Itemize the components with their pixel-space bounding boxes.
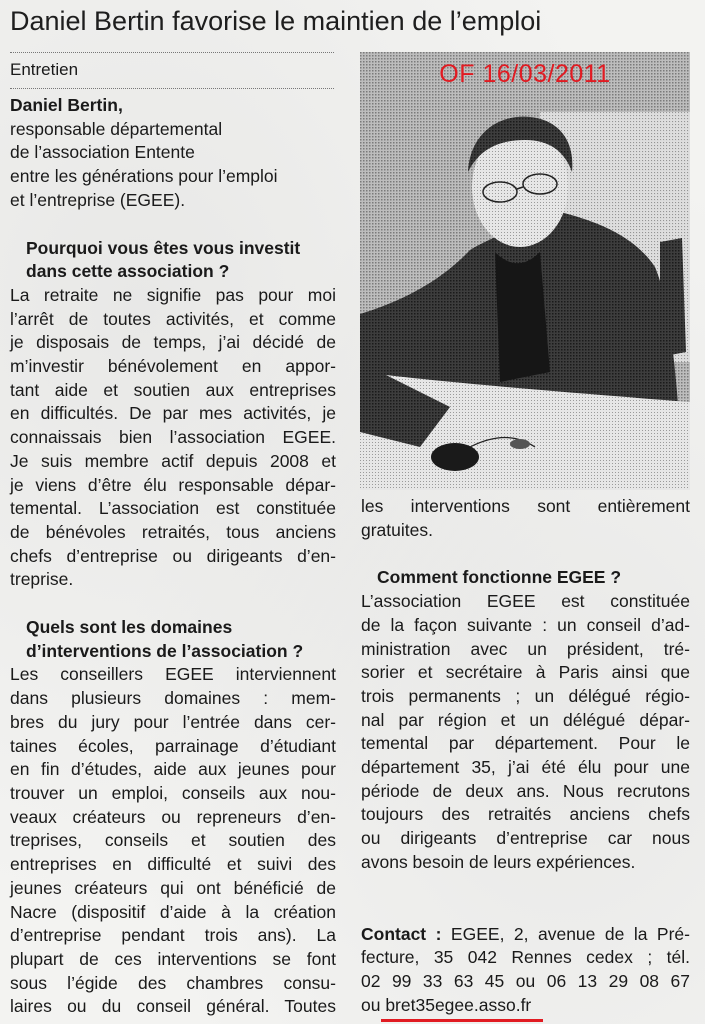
answer-line: m’investir bénévolement en appor- bbox=[10, 356, 336, 377]
answer-line: ministration avec un président, tré- bbox=[361, 638, 690, 659]
intro-line: de l’association Entente bbox=[10, 142, 195, 163]
article-headline: Daniel Bertin favorise le maintien de l’emploi bbox=[10, 6, 542, 36]
answer-line: département 35, j’ai été élu pour une bbox=[361, 757, 690, 778]
answer-line: nal par région et un délégué dépar- bbox=[361, 709, 690, 730]
answer-line: je disposais de temps, j’ai décidé de bbox=[10, 332, 336, 353]
contact-block bbox=[361, 923, 690, 1018]
answer-line: temental. L’association est constituée bbox=[10, 498, 336, 519]
answer-line: trouver un emploi, conseils aux nou- bbox=[10, 782, 336, 803]
answer-line: je viens d’être élu responsable dépar- bbox=[10, 474, 336, 495]
answer-line: laires ou du conseil général. Toutes bbox=[10, 996, 336, 1017]
answer-line: treprise. bbox=[10, 569, 74, 590]
divider-bottom bbox=[10, 88, 334, 89]
question-2 bbox=[10, 616, 336, 663]
red-underline bbox=[381, 1019, 543, 1022]
answer-line: L’association EGEE est constituée bbox=[361, 591, 690, 612]
interviewee-name: Daniel Bertin, bbox=[10, 95, 123, 115]
answer-line: temental par département. Pour le bbox=[361, 733, 690, 754]
answer-line: dans plusieurs domaines : mem- bbox=[10, 688, 336, 709]
intro-line: responsable départemental bbox=[10, 118, 223, 139]
answer-line: La retraite ne signifie pas pour moi bbox=[10, 284, 336, 305]
answer-line: Nacre (dispositif d’aide à la création bbox=[10, 901, 336, 922]
answer-line: d’entreprise pendant trois ans). La bbox=[10, 925, 336, 946]
answer-line: chefs d’entreprise ou dirigeants d’en- bbox=[10, 545, 336, 566]
answer-line: jeunes créateurs qui ont bénéficié de bbox=[10, 877, 336, 898]
email-link[interactable] bbox=[385, 994, 531, 1018]
answer-line: trois permanents ; un délégué régio- bbox=[361, 685, 690, 706]
answer-line: ou dirigeants d’entreprise car nous bbox=[361, 828, 690, 849]
intro-line: et l’entreprise (EGEE). bbox=[10, 189, 186, 210]
answer-line: de la façon suivante : un conseil d’ad- bbox=[361, 614, 690, 635]
answer-line: en fin d’études, aide aux jeunes pour bbox=[10, 759, 336, 780]
answer-line: en difficultés. De par mes activités, je bbox=[10, 403, 336, 424]
answer-line: connaissais bien l’association EGEE. bbox=[10, 427, 336, 448]
question-3 bbox=[361, 566, 690, 590]
intro bbox=[10, 94, 336, 213]
answer-line: taines écoles, parrainage d’étudiant bbox=[10, 735, 336, 756]
email-text[interactable]: bret35egee.asso.fr bbox=[385, 994, 532, 1015]
answer-line: toujours des retraités anciens chefs bbox=[361, 804, 690, 825]
answer-line: bres du jury pour l’entrée dans cer- bbox=[10, 711, 336, 732]
answer-line: veaux créateurs ou repreneurs d’en- bbox=[10, 806, 336, 827]
answer-2-continued bbox=[361, 495, 690, 542]
contact-line bbox=[361, 923, 690, 947]
answer-line: sous l’égide des chambres consu- bbox=[10, 972, 336, 993]
left-column bbox=[10, 94, 336, 1019]
contact-line: fecture, 35 042 Rennes cedex ; tél. bbox=[361, 947, 690, 968]
answer-line: tant aide et soutien aux entreprises bbox=[10, 379, 336, 400]
contact-prefix: ou bbox=[361, 994, 386, 1015]
portrait-photo bbox=[360, 52, 690, 490]
question-line: Quels sont les domaines bbox=[26, 617, 233, 638]
question-line: Pourquoi vous êtes vous investit bbox=[26, 237, 301, 258]
right-column bbox=[361, 495, 690, 1017]
answer-line: l’arrêt de toutes activités, et comme bbox=[10, 308, 336, 329]
contact-line bbox=[361, 994, 690, 1018]
answer-3 bbox=[361, 590, 690, 874]
answer-line: les interventions sont entièrement bbox=[361, 496, 690, 516]
question-line: d’interventions de l’association ? bbox=[26, 640, 304, 661]
portrait-illustration bbox=[360, 52, 690, 490]
intro-line: entre les générations pour l’emploi bbox=[10, 166, 278, 187]
answer-line: entreprises en difficulté et suivi des bbox=[10, 854, 336, 875]
answer-line: de bénévoles retraités, tous anciens bbox=[10, 521, 336, 542]
contact-label: Contact : bbox=[361, 923, 442, 944]
answer-2 bbox=[10, 663, 336, 1019]
divider-top bbox=[10, 52, 334, 53]
answer-1 bbox=[10, 284, 336, 592]
answer-line: Je suis membre actif depuis 2008 et bbox=[10, 450, 336, 471]
section-label: Entretien bbox=[10, 60, 79, 79]
contact-line: 02 99 33 63 45 ou 06 13 29 08 67 bbox=[361, 970, 690, 991]
question-1 bbox=[10, 237, 336, 284]
answer-line: plupart de ces interventions se font bbox=[10, 948, 336, 969]
answer-line: treprises, conseils et soutien des bbox=[10, 830, 336, 851]
answer-line: période de deux ans. Nous recrutons bbox=[361, 780, 690, 801]
date-stamp: OF 16/03/2011 bbox=[439, 60, 611, 88]
answer-line: avons besoin de leurs expériences. bbox=[361, 851, 636, 872]
answer-line: sorier et secrétaire à Paris ainsi que bbox=[361, 662, 690, 683]
answer-line: Les conseillers EGEE interviennent bbox=[10, 664, 336, 685]
question-line: Comment fonctionne EGEE ? bbox=[377, 567, 622, 588]
question-line: dans cette association ? bbox=[26, 261, 230, 282]
answer-line: gratuites. bbox=[361, 519, 433, 540]
contact-text: EGEE, 2, avenue de la Pré- bbox=[441, 923, 690, 944]
